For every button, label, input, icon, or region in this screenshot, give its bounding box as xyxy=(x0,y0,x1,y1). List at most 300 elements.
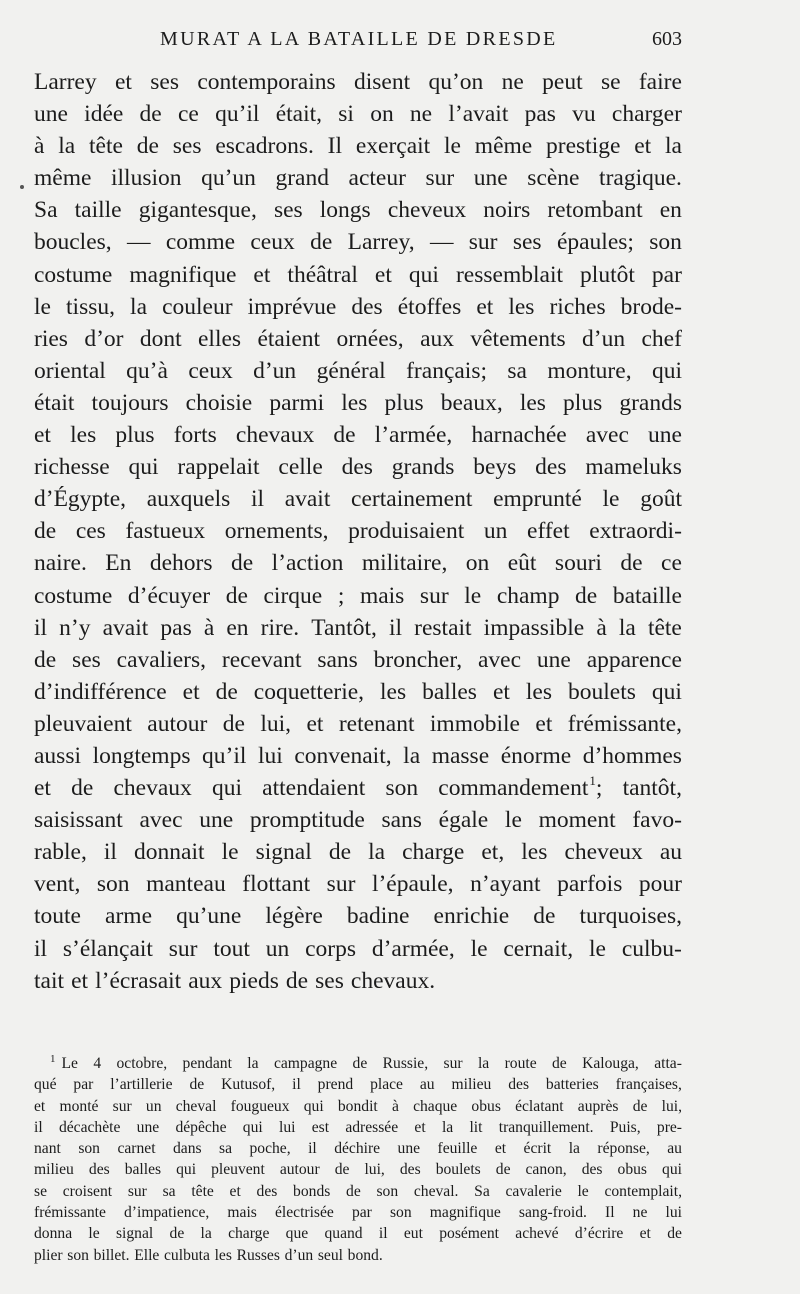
word: achevé xyxy=(515,1225,559,1243)
word: coquetterie, xyxy=(253,678,365,705)
word: toute xyxy=(34,903,81,930)
word: l’avait xyxy=(448,101,509,128)
word: qu’on xyxy=(428,69,484,95)
word: grands xyxy=(391,454,455,481)
word: mais xyxy=(359,582,405,609)
word: donnait xyxy=(134,839,205,866)
word: d’un xyxy=(582,325,626,352)
text-line xyxy=(34,740,682,772)
word: d’indifférence xyxy=(34,678,167,705)
page-number: 603 xyxy=(652,28,682,50)
word: batteries xyxy=(545,1076,599,1094)
text-line xyxy=(34,804,682,836)
word: couleur xyxy=(162,293,233,320)
word: seul xyxy=(317,1246,343,1264)
word: aussi xyxy=(34,742,81,769)
word: le xyxy=(88,1225,100,1243)
word: cavaliers, xyxy=(116,646,207,673)
word: Sa xyxy=(474,1182,490,1200)
word: et xyxy=(414,1118,426,1136)
word: de xyxy=(136,133,159,160)
word: écrit xyxy=(523,1140,552,1158)
word: cheval xyxy=(175,1097,217,1115)
word: les xyxy=(214,1246,232,1264)
word: aux xyxy=(420,325,454,352)
word: de xyxy=(34,518,57,545)
word: ne xyxy=(409,101,433,128)
word: riches xyxy=(549,293,606,320)
word: restait xyxy=(414,614,472,641)
word: obus xyxy=(471,1097,501,1115)
word: décachète xyxy=(58,1118,121,1136)
word: contemplait, xyxy=(604,1182,682,1200)
word: les xyxy=(380,678,407,705)
word: auxquels xyxy=(146,486,231,513)
word: qui xyxy=(651,678,682,705)
word: contemporains xyxy=(197,69,336,95)
word: plus xyxy=(563,389,603,416)
text-line xyxy=(34,162,682,194)
word: qui xyxy=(408,261,439,288)
word: cirque xyxy=(263,582,323,609)
word: tête xyxy=(191,1182,214,1200)
word: pieds xyxy=(229,967,279,994)
word: l’armée, xyxy=(374,422,453,449)
word: et xyxy=(639,1225,651,1243)
word: sur xyxy=(326,871,356,898)
word: octobre, xyxy=(116,1055,168,1072)
word: brode- xyxy=(620,293,682,320)
word: les xyxy=(521,839,548,866)
word: une xyxy=(648,422,682,449)
word: ses xyxy=(315,967,344,994)
word: signal xyxy=(115,1225,154,1243)
word: ne xyxy=(632,1204,648,1222)
word: tout xyxy=(213,935,250,962)
word: d’impatience, xyxy=(124,1204,210,1222)
word: d’un xyxy=(253,357,297,384)
word: la xyxy=(368,839,386,866)
word: promptitude xyxy=(249,807,365,834)
word: le xyxy=(470,935,488,962)
word: autour xyxy=(147,710,208,737)
word: sa xyxy=(507,357,527,384)
word: souri xyxy=(554,550,602,577)
word: et xyxy=(306,710,324,737)
word: de xyxy=(346,1182,361,1200)
text-line xyxy=(34,708,682,740)
word: $^1$ Le xyxy=(50,1053,78,1072)
word: lit xyxy=(469,1118,483,1136)
footnote xyxy=(34,1053,682,1266)
word: il xyxy=(250,486,264,513)
word: au xyxy=(667,1140,682,1158)
word: les xyxy=(519,389,546,416)
word: tragique. xyxy=(599,165,682,192)
word: et, xyxy=(481,839,505,866)
word: et xyxy=(34,775,51,802)
word: son xyxy=(376,1182,399,1200)
word: et xyxy=(34,1097,46,1115)
word: qué xyxy=(34,1076,57,1094)
word: monture, xyxy=(547,357,632,384)
margin-speck xyxy=(20,185,24,189)
word: ses xyxy=(150,69,179,95)
word: général xyxy=(316,357,386,384)
word: de xyxy=(575,582,598,609)
word: noirs xyxy=(483,197,531,224)
word: prestige xyxy=(546,133,621,160)
word: atta- xyxy=(654,1055,682,1072)
word: si xyxy=(338,101,354,128)
word: forts xyxy=(173,422,217,449)
text-line xyxy=(34,580,682,612)
word: taille xyxy=(74,197,122,224)
word: il xyxy=(34,614,48,641)
text-line xyxy=(34,933,682,965)
word: pas xyxy=(160,614,192,641)
word: électrisée xyxy=(274,1204,334,1222)
word: Il xyxy=(327,133,343,160)
word: effet xyxy=(527,518,570,545)
word: parfois xyxy=(557,871,623,898)
word: militaire, xyxy=(361,550,448,577)
word: et xyxy=(229,1182,241,1200)
word: champ xyxy=(496,582,560,609)
word: une xyxy=(136,1118,160,1136)
word: masse xyxy=(431,742,490,769)
text-line xyxy=(34,965,682,997)
word: pleuvaient xyxy=(34,710,132,737)
word: légère xyxy=(265,903,323,930)
word: d’Égypte, xyxy=(34,486,127,513)
word: culbu- xyxy=(621,935,682,962)
word: on xyxy=(370,101,394,128)
word: les xyxy=(70,422,97,449)
word: eut xyxy=(403,1225,423,1243)
word: de xyxy=(495,1161,511,1179)
footnote-reference: 1 xyxy=(589,773,596,789)
word: magnifique xyxy=(429,1204,501,1222)
word: et xyxy=(34,422,51,449)
word: vu xyxy=(572,101,596,128)
word: charge xyxy=(402,839,465,866)
word: éclatant xyxy=(515,1097,564,1115)
word: de xyxy=(552,1055,567,1072)
word: français; xyxy=(406,357,488,384)
word: dehors xyxy=(149,550,213,577)
word: posément xyxy=(439,1225,499,1243)
word: — xyxy=(429,229,454,256)
word: sur xyxy=(112,1097,132,1115)
footnote-line xyxy=(34,1138,682,1159)
word: le xyxy=(504,807,522,834)
word: réponse, xyxy=(597,1140,650,1158)
word: en xyxy=(226,614,249,641)
word: place xyxy=(370,1076,403,1094)
word: toujours xyxy=(91,389,169,416)
word: pleuvent xyxy=(211,1161,265,1179)
word: retenant xyxy=(338,710,415,737)
word: faire xyxy=(638,69,682,95)
word: et xyxy=(71,967,89,994)
word: sa xyxy=(219,1140,233,1158)
word: broncher, xyxy=(373,646,463,673)
word: des xyxy=(581,1161,603,1179)
word: tait xyxy=(34,967,65,994)
word: ces xyxy=(75,518,106,545)
text-line xyxy=(34,900,682,932)
word: extraordi- xyxy=(589,518,682,545)
word: ce xyxy=(177,101,199,128)
word: de xyxy=(169,1225,185,1243)
word: qui xyxy=(303,1097,324,1115)
footnote-line xyxy=(34,1181,682,1202)
word: aux xyxy=(188,967,223,994)
word: signal xyxy=(255,839,312,866)
word: françaises, xyxy=(615,1076,682,1094)
word: l’action xyxy=(271,550,344,577)
word: des xyxy=(88,1161,110,1179)
word: lui, xyxy=(260,710,292,737)
word: culbuta xyxy=(164,1246,210,1264)
word: feuille xyxy=(437,1140,478,1158)
word: étaient xyxy=(257,325,321,352)
word: longs xyxy=(319,197,371,224)
word: tantôt, xyxy=(622,775,682,802)
word: sur xyxy=(127,1182,147,1200)
word: ses xyxy=(273,197,303,224)
text-line xyxy=(34,451,682,483)
word: de xyxy=(533,903,556,930)
word: ornées, xyxy=(336,325,404,352)
word: théâtral xyxy=(287,261,358,288)
word: choisie xyxy=(185,389,253,416)
word: de xyxy=(667,1225,682,1243)
word: sang-froid. xyxy=(518,1204,587,1222)
word: boulets xyxy=(435,1161,481,1179)
word: disent xyxy=(354,69,411,95)
word: exerçait xyxy=(355,133,431,160)
word: recevant xyxy=(221,646,302,673)
word: harnachée xyxy=(471,422,567,449)
word: dans xyxy=(172,1140,202,1158)
word: cheveux xyxy=(387,197,467,224)
word: ses xyxy=(512,229,542,256)
word: billet. xyxy=(93,1246,130,1264)
text-line xyxy=(34,323,682,355)
word: gigantesque, xyxy=(138,197,257,224)
word: l’écrasait xyxy=(95,967,182,994)
word: milieu xyxy=(34,1161,74,1179)
word: son xyxy=(389,1204,412,1222)
word: énorme xyxy=(500,742,572,769)
word: Elle xyxy=(134,1246,160,1264)
word: des xyxy=(351,293,383,320)
word: de xyxy=(310,229,333,256)
word: une xyxy=(397,1140,421,1158)
word: sans xyxy=(317,646,358,673)
word: badine xyxy=(346,903,410,930)
word: frémissante xyxy=(34,1204,106,1222)
word: qui xyxy=(128,454,159,481)
word: vêtements xyxy=(470,325,566,352)
word: elles xyxy=(198,325,242,352)
word: de xyxy=(620,550,643,577)
word: n’ayant xyxy=(470,871,541,898)
word: cheval. xyxy=(413,1182,459,1200)
word: et xyxy=(634,133,652,160)
word: un xyxy=(265,935,290,962)
text-line xyxy=(34,515,682,547)
word: ses xyxy=(72,646,101,673)
word: la xyxy=(403,742,421,769)
word: retombant xyxy=(547,197,643,224)
word: campagne xyxy=(273,1055,338,1072)
word: et xyxy=(492,678,510,705)
word: tranquillement. xyxy=(498,1118,594,1136)
word: ses xyxy=(172,133,202,160)
word: apparence xyxy=(586,646,682,673)
word: pendant xyxy=(182,1055,232,1072)
word: et xyxy=(494,1140,507,1158)
word: de xyxy=(328,839,352,866)
word: avec xyxy=(477,646,522,673)
word: saisissant xyxy=(34,807,123,834)
word: Russes xyxy=(236,1246,280,1264)
word: l’épaule, xyxy=(371,871,454,898)
word: qui xyxy=(651,357,682,384)
word: ressemblait xyxy=(455,261,564,288)
word: bonds xyxy=(293,1182,331,1200)
word: est xyxy=(311,1118,330,1136)
word: la xyxy=(247,1055,259,1072)
word: lui xyxy=(279,1118,296,1136)
word: des xyxy=(341,454,373,481)
text-line xyxy=(34,130,682,162)
word: de xyxy=(71,775,94,802)
word: se xyxy=(600,69,621,95)
word: qui xyxy=(176,1161,197,1179)
word: Kalouga, xyxy=(582,1055,639,1072)
text-line xyxy=(34,836,682,868)
word: fougueux xyxy=(230,1097,290,1115)
word: chevaux xyxy=(235,422,315,449)
word: l’artillerie xyxy=(110,1076,173,1094)
word: de xyxy=(632,1097,648,1115)
word: canon, xyxy=(525,1161,567,1179)
word: égale xyxy=(438,807,489,834)
word: était xyxy=(34,389,75,416)
word: escadrons. xyxy=(215,133,314,160)
word: sur xyxy=(419,582,449,609)
word: sur xyxy=(168,935,198,962)
word: poche, xyxy=(249,1140,291,1158)
word: obus xyxy=(617,1161,647,1179)
footnote-line xyxy=(34,1096,682,1117)
word: idée xyxy=(84,101,124,128)
word: de xyxy=(285,967,309,994)
word: tête xyxy=(647,614,682,641)
word: une xyxy=(536,646,571,673)
text-line xyxy=(34,194,682,226)
word: auprès xyxy=(577,1097,619,1115)
word: goût xyxy=(640,486,682,513)
word: à xyxy=(203,614,215,641)
word: la xyxy=(568,1140,580,1158)
word: et xyxy=(114,69,132,95)
word: carnet xyxy=(117,1140,156,1158)
word: peut xyxy=(542,69,583,95)
word: lui xyxy=(258,742,283,769)
word: à xyxy=(391,1097,399,1115)
word: lui, xyxy=(661,1097,682,1115)
word: comme xyxy=(165,229,236,256)
word: attendaient xyxy=(262,775,366,802)
word: même xyxy=(474,133,533,160)
word: tête xyxy=(89,133,123,160)
word: quand xyxy=(324,1225,363,1243)
word: son xyxy=(385,775,419,802)
word: charger xyxy=(611,101,682,128)
word: balles xyxy=(422,678,477,705)
footnote-line xyxy=(34,1245,682,1266)
word: son xyxy=(649,229,682,256)
word: le xyxy=(602,486,620,513)
word: d’écuyer xyxy=(127,582,211,609)
word: d’armée, xyxy=(371,935,455,962)
word: acteur xyxy=(348,165,406,192)
word: sur xyxy=(425,165,455,192)
word: longtemps xyxy=(92,742,191,769)
word: par xyxy=(73,1076,94,1094)
word: qu’il xyxy=(215,101,260,128)
word: d’or xyxy=(84,325,124,352)
word: enrichie xyxy=(433,903,510,930)
word: Russie, xyxy=(382,1055,429,1072)
word: et xyxy=(182,678,200,705)
word: immobile xyxy=(429,710,520,737)
word: arme xyxy=(105,903,153,930)
word: plus xyxy=(115,422,155,449)
footnote-line xyxy=(34,1053,682,1074)
word: plutôt xyxy=(580,261,635,288)
word: emprunté xyxy=(493,486,582,513)
word: bond. xyxy=(347,1246,383,1264)
word: d’un xyxy=(284,1246,314,1264)
word: et xyxy=(374,261,392,288)
word: au xyxy=(419,1076,435,1094)
word: milieu xyxy=(451,1076,492,1094)
word: avec xyxy=(585,422,629,449)
word: le xyxy=(577,1182,589,1200)
word: ries xyxy=(34,325,68,352)
footnote-number: 1 xyxy=(50,1053,56,1065)
word: épaules; xyxy=(556,229,634,256)
word: bataille xyxy=(612,582,682,609)
word: il xyxy=(292,1076,301,1094)
word: le xyxy=(589,935,606,962)
word: un xyxy=(145,1097,162,1115)
word: pour xyxy=(638,871,682,898)
word: une xyxy=(34,101,68,128)
word: tissu, xyxy=(66,293,115,320)
word: à xyxy=(596,614,607,641)
page-header xyxy=(34,28,682,54)
word: même xyxy=(34,165,92,192)
word: Larrey xyxy=(34,69,97,95)
word: la xyxy=(665,133,682,160)
